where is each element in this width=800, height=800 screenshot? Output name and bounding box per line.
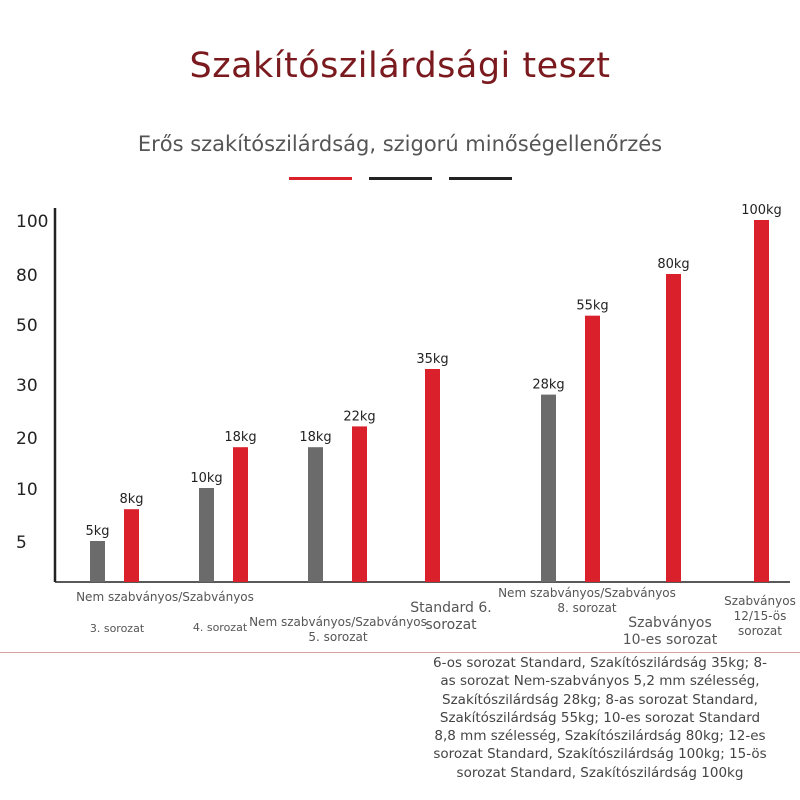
y-tick-label: 100 — [16, 212, 49, 232]
decor-line-black — [369, 177, 432, 180]
category-label: 5. sorozat — [308, 630, 368, 644]
bar-red — [233, 447, 248, 582]
decor-line-black — [449, 177, 512, 180]
category-label: Szabványos — [628, 615, 712, 631]
bar-red — [666, 274, 681, 582]
bar-gray — [308, 447, 323, 582]
category-label: 8. sorozat — [557, 601, 617, 615]
category-label: 4. sorozat — [192, 621, 248, 634]
bar-red — [124, 509, 139, 582]
y-tick-label: 80 — [16, 266, 38, 286]
bar-chart — [0, 195, 800, 650]
y-tick-label: 50 — [16, 316, 38, 336]
category-label: Standard 6. — [410, 600, 492, 616]
description-text: 6-os sorozat Standard, Szakítószilárdság 35kg; 8-as sorozat Nem-szabványos 5,2 mm szélesség, Szakítószilárdság 28kg; 8-as sorozat Standard, Szakítószilárdság 55kg; 10-es sorozat Standard 8,8 mm szélesség, Szakítószilárdság 80kg; 12-es sorozat Standard, Szakítószilárdság 100kg; 15-ös sorozat Standard, Szakítószilárdság 100kg — [433, 655, 767, 781]
y-tick-label: 30 — [16, 376, 38, 396]
category-label: Nem szabványos/Szabványos — [249, 615, 427, 629]
bar-gray — [199, 488, 214, 582]
bar-red — [754, 220, 769, 582]
bar-value-label: 28kg — [532, 377, 565, 393]
bar-red — [585, 316, 600, 582]
bar-value-label: 55kg — [576, 298, 609, 314]
chart-title: Szakítószilárdsági teszt — [189, 46, 611, 86]
y-tick-label: 5 — [16, 533, 27, 553]
y-tick-label: 10 — [16, 480, 38, 500]
chart-subtitle: Erős szakítószilárdság, szigorú minőségellenőrzés — [137, 132, 663, 156]
category-label: 10-es sorozat — [622, 632, 718, 648]
category-label: Nem szabványos/Szabványos — [498, 586, 676, 600]
bar-value-label: 22kg — [343, 409, 376, 425]
bar-value-label: 5kg — [85, 524, 110, 539]
bar-value-label: 10kg — [190, 471, 223, 486]
bar-value-label: 8kg — [119, 492, 144, 508]
category-label: sorozat — [425, 617, 477, 633]
category-label: Szabványos — [724, 594, 796, 608]
bar-value-label: 18kg — [224, 430, 257, 446]
bar-gray — [541, 395, 556, 582]
bar-gray — [90, 541, 105, 582]
category-label: sorozat — [738, 624, 782, 638]
bar-red — [352, 426, 367, 582]
y-tick-label: 20 — [16, 429, 38, 449]
bar-value-label: 35kg — [416, 352, 449, 367]
bar-value-label: 100kg — [741, 203, 782, 218]
bar-value-label: 80kg — [657, 257, 690, 272]
category-label: Nem szabványos/Szabványos — [76, 590, 254, 604]
category-label: 12/15-ös — [733, 609, 787, 623]
divider-line — [0, 652, 800, 653]
bar-value-label: 18kg — [299, 430, 332, 446]
bar-red — [425, 369, 440, 582]
category-label: 3. sorozat — [89, 622, 145, 635]
decor-line-red — [289, 177, 352, 180]
